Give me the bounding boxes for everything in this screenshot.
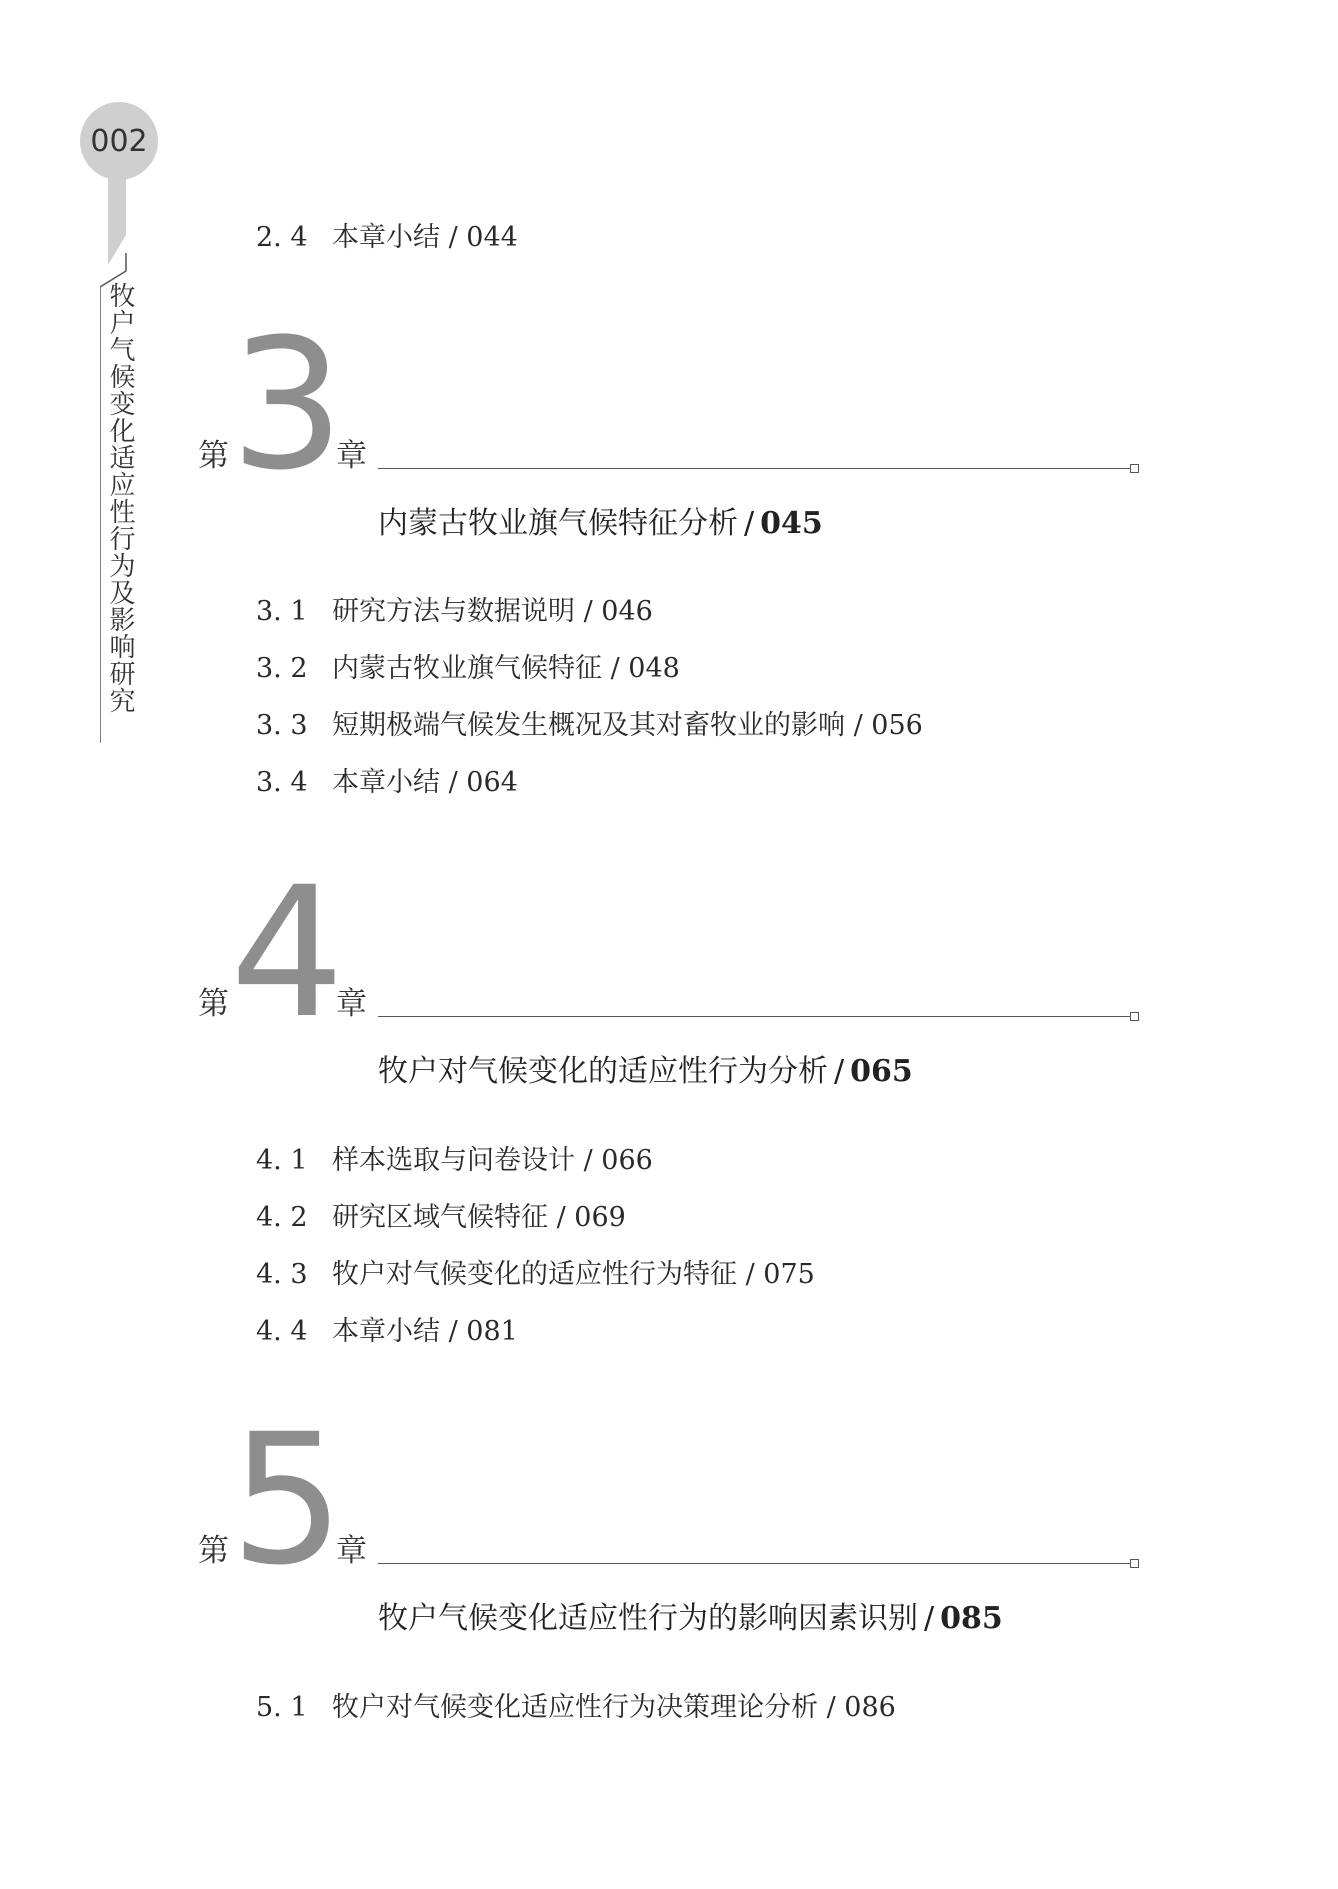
chapter-prefix: 第: [198, 986, 229, 1022]
entry-number: 4. 3: [256, 1259, 308, 1290]
chapter-title-separator: /: [924, 1601, 935, 1636]
toc-entry-3-1[interactable]: [256, 592, 653, 632]
entry-number: 4. 4: [256, 1316, 308, 1347]
entry-number: 4. 1: [256, 1145, 308, 1176]
chapter-rule: [378, 1563, 1130, 1564]
entry-number: 3. 2: [256, 653, 308, 684]
entry-text: 本章小结 / 081: [332, 1316, 518, 1347]
toc-entry-4-4[interactable]: [256, 1312, 518, 1352]
chapter-title-text: 牧户对气候变化的适应性行为分析: [378, 1054, 828, 1089]
entry-text: 研究方法与数据说明 / 046: [332, 596, 653, 627]
chapter-title[interactable]: [378, 498, 823, 542]
chapter-suffix: 章: [336, 1533, 367, 1569]
chapter-title[interactable]: [378, 1593, 1003, 1637]
entry-number: 2. 4: [256, 222, 308, 253]
entry-text: 本章小结 / 044: [332, 222, 518, 253]
toc-entry-4-1[interactable]: [256, 1141, 653, 1181]
entry-number: 3. 4: [256, 767, 308, 798]
chapter-number: 4: [230, 849, 345, 1058]
chapter-rule-end: [1130, 1559, 1139, 1568]
toc-entry-3-4[interactable]: [256, 763, 518, 803]
entry-text: 内蒙古牧业旗气候特征 / 048: [332, 653, 680, 684]
chapter-title-text: 牧户气候变化适应性行为的影响因素识别: [378, 1601, 918, 1636]
entry-text: 本章小结 / 064: [332, 767, 518, 798]
toc-entry-5-1[interactable]: [256, 1688, 896, 1728]
entry-text: 牧户对气候变化适应性行为决策理论分析 / 086: [332, 1692, 896, 1723]
chapter-4-heading: [0, 849, 1338, 1089]
chapter-number: 5: [230, 1396, 345, 1605]
chapter-suffix: 章: [336, 438, 367, 474]
toc-entry-4-2[interactable]: [256, 1198, 626, 1238]
chapter-page: 065: [850, 1054, 913, 1089]
chapter-title-text: 内蒙古牧业旗气候特征分析: [378, 506, 738, 541]
chapter-rule: [378, 1016, 1130, 1017]
chapter-5-heading: [0, 1396, 1338, 1636]
toc-entry-3-2[interactable]: [256, 649, 680, 689]
chapter-suffix: 章: [336, 986, 367, 1022]
page-number-badge: 002: [80, 102, 158, 180]
book-title-vertical: 牧户气候变化适应性行为及影响研究: [105, 282, 135, 714]
chapter-rule-end: [1130, 464, 1139, 473]
entry-number: 3. 3: [256, 710, 308, 741]
toc-entry-3-3[interactable]: [256, 706, 923, 746]
chapter-title[interactable]: [378, 1046, 913, 1090]
chapter-page: 085: [940, 1601, 1003, 1636]
entry-text: 牧户对气候变化的适应性行为特征 / 075: [332, 1259, 815, 1290]
entry-number: 5. 1: [256, 1692, 308, 1723]
entry-text: 研究区域气候特征 / 069: [332, 1202, 626, 1233]
chapter-title-separator: /: [744, 506, 755, 541]
entry-number: 3. 1: [256, 596, 308, 627]
chapter-rule-end: [1130, 1012, 1139, 1021]
toc-entry-2-4[interactable]: [256, 218, 518, 258]
chapter-page: 045: [760, 506, 823, 541]
toc-entry-4-3[interactable]: [256, 1255, 815, 1295]
entry-text: 样本选取与问卷设计 / 066: [332, 1145, 653, 1176]
chapter-prefix: 第: [198, 438, 229, 474]
chapter-number: 3: [230, 301, 345, 510]
chapter-prefix: 第: [198, 1533, 229, 1569]
chapter-rule: [378, 468, 1130, 469]
entry-text: 短期极端气候发生概况及其对畜牧业的影响 / 056: [332, 710, 923, 741]
entry-number: 4. 2: [256, 1202, 308, 1233]
chapter-title-separator: /: [834, 1054, 845, 1089]
